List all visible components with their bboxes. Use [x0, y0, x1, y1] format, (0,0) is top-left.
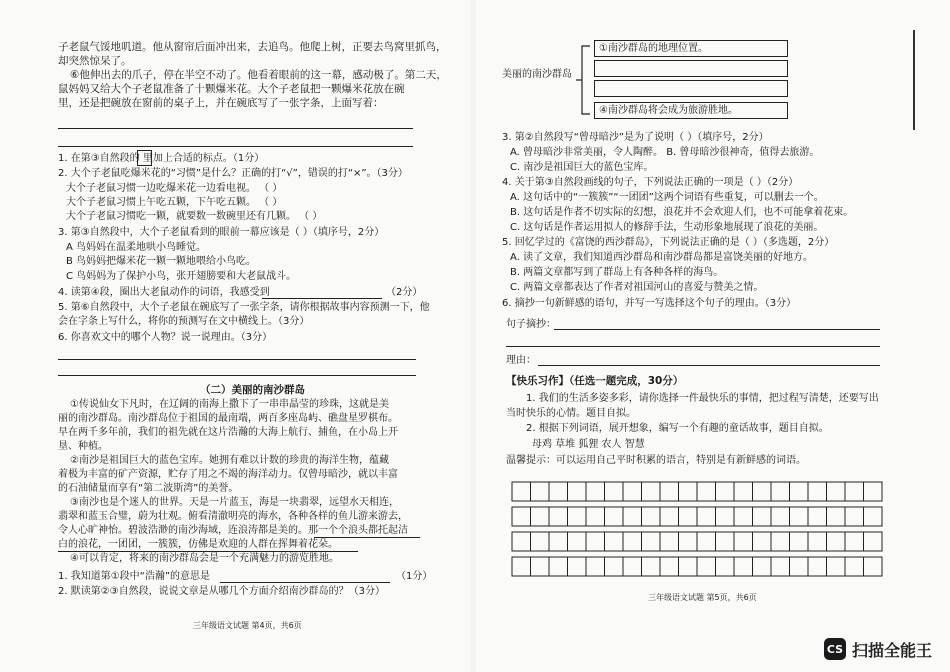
diagram-box-3[interactable] [594, 80, 788, 97]
grid-cell [679, 557, 698, 576]
passage-line: 里，还是把碗放在窗前的桌子上，并在碗底写了一张字条，上面写着： [58, 97, 384, 109]
option-c: C. 这句话是作者运用拟人的修辞手法，生动形象地展现了浪花的美丽。 [510, 222, 824, 233]
grid-cell [568, 557, 587, 576]
grid-cell [586, 507, 605, 526]
answer-line[interactable] [58, 128, 413, 129]
option-a: A 鸟妈妈在温柔地哄小鸟睡觉。 [66, 242, 207, 253]
excerpt-label: 句子摘抄： [506, 319, 556, 330]
grid-cell [605, 557, 624, 576]
option-line: 大个子老鼠习惯上午吃五颗，下午吃五颗。 （ ） [66, 197, 283, 208]
question-2: 2. 大个子老鼠吃爆米花的“习惯”是什么？正确的打“√”，错误的打“×”。（3分） [58, 168, 408, 179]
passage-line: 早在两千多年前，我们的祖先就在这片浩瀚的大海上航行、捕鱼，在小岛上开 [58, 427, 398, 438]
grid-cell [531, 482, 550, 501]
page-edge [913, 30, 915, 130]
passage-line: 翡翠和蓝玉合璧，蔚为壮观。俯看清澈明亮的海水，各种各样的鱼儿游来游去， [58, 511, 408, 522]
grid-cell [605, 507, 624, 526]
option-c: C 鸟妈妈为了保护小鸟，张开翅膀要和大老鼠战斗。 [66, 271, 297, 282]
grid-cell [845, 507, 864, 526]
cs-logo-icon: CS [824, 638, 846, 660]
reason-input-line[interactable] [538, 365, 880, 366]
grid-cell [679, 482, 698, 501]
question-5: 5. 回忆学过的《富饶的西沙群岛》，下列说法正确的是（ ）（多选题，2分） [502, 237, 835, 248]
grid-cell [586, 557, 605, 576]
grid-cell [549, 557, 568, 576]
passage-line: 令人心旷神怡。碧波浩渺的南沙海域，连浪涛都是美的。那一个个浪头都托起洁 [58, 525, 408, 536]
grid-cell [642, 482, 661, 501]
passage-line: ⑥他伸出去的爪子，停在半空不动了。他看着眼前的这一幕，感动极了。第二天， [70, 69, 447, 81]
grid-cell [605, 532, 624, 551]
option-a: A. 读了文章，我们知道西沙群岛和南沙群岛都是富饶美丽的好地方。 [510, 252, 814, 263]
reason-label: 理由： [506, 355, 536, 366]
passage-line: 着极为丰富的矿产资源，贮存了用之不竭的海洋动力。仅曾母暗沙，就以丰富 [58, 469, 398, 480]
answer-line[interactable] [58, 359, 416, 360]
grid-cell [716, 482, 735, 501]
grid-cell [716, 557, 735, 576]
grid-cell [827, 532, 846, 551]
excerpt-input-line[interactable] [506, 346, 880, 347]
option-c: C. 南沙是祖国巨大的蓝色宝库。 [510, 162, 654, 173]
grid-cell [864, 482, 883, 501]
grid-cell [753, 507, 772, 526]
option-ab: A. 曾母暗沙非常美丽，令人陶醉。 B. 曾母暗沙很神奇，值得去旅游。 [510, 147, 820, 158]
grid-cell [660, 532, 679, 551]
grid-cell [586, 532, 605, 551]
question-4: 4. 关于第③自然段画线的句子，下列说法正确的一项是（ ）（2分） [502, 177, 799, 188]
passage-line: 丽的南沙群岛。南沙群岛位于祖国的最南端，两百多座岛屿、礁盘星罗棋布。 [58, 413, 398, 424]
passage-line: 却突然惊呆了。 [58, 55, 132, 67]
grid-cell [716, 532, 735, 551]
right-page [476, 0, 950, 672]
grid-cell [512, 482, 531, 501]
grid-cell [660, 482, 679, 501]
word-list: 母鸡 草堆 狐狸 农人 智慧 [532, 439, 645, 450]
page-footer: 三年级语文试题 第5页，共6页 [648, 593, 757, 602]
writing-prompt: 当时快乐的心情。题目自拟。 [506, 408, 636, 419]
grid-cell [512, 532, 531, 551]
grid-cell [623, 532, 642, 551]
left-page [0, 0, 470, 672]
writing-title: 【快乐习作】 [506, 375, 569, 387]
grid-cell [512, 557, 531, 576]
grid-cell [827, 507, 846, 526]
answer-line[interactable] [262, 298, 382, 299]
grid-cell [771, 482, 790, 501]
grid-cell [697, 532, 716, 551]
grid-cell [790, 532, 809, 551]
answer-line[interactable] [58, 146, 413, 147]
grid-cell [753, 482, 772, 501]
question-4: 4. 读第④段，圈出大老鼠动作的词语，我感受到 [58, 287, 270, 298]
grid-cell [568, 532, 587, 551]
grid-cell [771, 557, 790, 576]
question-q2: 2. 默读第②③自然段，说说文章是从哪几个方面介绍南沙群岛的？（3分） [58, 586, 386, 597]
passage-line: 的石油储量而享有“第二波斯湾”的美誉。 [58, 483, 239, 494]
grid-cell [808, 532, 827, 551]
option-c: C. 两篇文章都表达了作者对祖国河山的喜爱与赞美之情。 [510, 282, 764, 293]
grid-cell [716, 507, 735, 526]
grid-cell [586, 482, 605, 501]
question-3: 3. 第③自然段中，大个子老鼠看到的眼前一幕应该是（ ）（填序号，2分） [58, 227, 385, 238]
question-3: 3. 第②自然段写“曾母暗沙”是为了说明（ ）（填序号，2分） [502, 132, 769, 143]
grid-cell [642, 507, 661, 526]
grid-cell [642, 557, 661, 576]
option-b: B 鸟妈妈把爆米花一颗一颗地喂给小鸟吃。 [66, 256, 257, 267]
grid-cell [697, 557, 716, 576]
grid-cell [660, 507, 679, 526]
grid-cell [531, 532, 550, 551]
question-6: 6. 你喜欢文中的哪个人物？说一说理由。（3分） [58, 332, 273, 343]
option-line: 大个子老鼠习惯一边吃爆米花一边看电视。 （ ） [66, 183, 283, 194]
grid-cell [771, 532, 790, 551]
grid-cell [605, 482, 624, 501]
passage-line: ④可以肯定，将来的南沙群岛会是一个充满魅力的游览胜地。 [70, 553, 339, 564]
diagram-label: 美丽的南沙群岛 [502, 69, 572, 80]
passage-line: 子老鼠气馁地叽道。他从窗帘后面冲出来，去追鸟。他爬上树，正要去鸟窝里抓鸟， [58, 41, 447, 53]
option-line: 大个子老鼠习惯吃一颗，就要数一数碗里还有几颗。 （ ） [66, 211, 323, 222]
passage-line: ③南沙也是个迷人的世界。天是一片蓝玉，海是一块翡翠，远望水天相连， [70, 497, 399, 508]
grid-cell [549, 507, 568, 526]
grid-cell [808, 507, 827, 526]
grid-cell [827, 482, 846, 501]
bracket-shape [574, 44, 594, 116]
option-a: A. 这句话中的“一簇簇”“一团团”这两个词语有些重复，可以删去一个。 [510, 192, 824, 203]
diagram-box-2[interactable] [594, 60, 788, 77]
grid-cell [642, 532, 661, 551]
grid-cell [531, 507, 550, 526]
writing-tip: 温馨提示：可以运用自己平时积累的语言，特别是有新鲜感的词语。 [506, 455, 806, 466]
grid-cell [790, 482, 809, 501]
writing-prompt: 2. 根据下列词语，展开想象，编写一个有趣的童话故事，题目自拟。 [526, 423, 829, 434]
passage-line: ②南沙是祖国巨大的蓝色宝库。她拥有难以计数的珍贵的海洋生物，蕴藏 [70, 455, 389, 466]
logo-text: 扫描全能王 [852, 640, 933, 660]
grid-cell [679, 507, 698, 526]
points: （2分） [386, 287, 423, 298]
grid-cell [623, 482, 642, 501]
section-title: （二）美丽的南沙群岛 [200, 384, 305, 396]
grid-cell [864, 532, 883, 551]
diagram-box-1[interactable]: ①南沙群岛的地理位置。 [594, 40, 788, 57]
grid-cell [827, 557, 846, 576]
grid-cell [512, 507, 531, 526]
writing-title-note: （任选一题完成，30分） [569, 375, 684, 387]
grid-cell [660, 557, 679, 576]
passage-line: 鼠妈妈又给大个子老鼠准备了十颗爆米花。大个子老鼠把一颗爆米花放在碗 [58, 83, 405, 95]
grid-cell [531, 557, 550, 576]
grid-cell [568, 482, 587, 501]
grid-cell [753, 532, 772, 551]
grid-cell [808, 557, 827, 576]
scanner-logo [824, 635, 944, 663]
grid-cell [623, 557, 642, 576]
writing-prompt: 1. 我们的生活多姿多彩，请你选择一件最快乐的事情，把过程写清楚，还要写出 [526, 393, 879, 404]
writing-header [506, 374, 683, 388]
points: （1分） [396, 571, 433, 582]
grid-cell [864, 507, 883, 526]
punctuation-box[interactable] [137, 150, 152, 166]
option-b: B. 这句话是作者不切实际的幻想，浪花并不会欢迎人们，也不可能拿着花束。 [510, 207, 854, 218]
grid-cell [623, 507, 642, 526]
grid-cell [864, 557, 883, 576]
grid-cell [734, 557, 753, 576]
writing-grid[interactable] [510, 480, 892, 580]
passage-line: 白的浪花，一团团，一簇簇，仿佛是欢迎的人群在挥舞着花朵。 [58, 539, 338, 550]
question-5-cont: 会在字条上写什么，将你的预测写在文中横线上。（3分） [58, 316, 310, 327]
option-b: B. 两篇文章都写到了群岛上有各种各样的海鸟。 [510, 267, 724, 278]
grid-cell [679, 532, 698, 551]
grid-cell [568, 507, 587, 526]
question-5: 5. 第⑥自然段中，大个子老鼠在碗底写了一张字条，请你根据故事内容预测一下，他 [58, 302, 430, 313]
diagram-box-4[interactable]: ④南沙群岛将会成为旅游胜地。 [594, 102, 788, 119]
grid-cell [734, 482, 753, 501]
answer-line[interactable] [58, 375, 416, 376]
grid-cell [845, 482, 864, 501]
question-1: 1. 在第③自然段的 里加上合适的标点。（1分） [58, 153, 265, 164]
grid-cell [808, 482, 827, 501]
grid-cell [697, 482, 716, 501]
grid-cell [734, 507, 753, 526]
page-footer: 三年级语文试题 第4页，共6页 [193, 621, 302, 630]
grid-cell [549, 532, 568, 551]
grid-cell [549, 482, 568, 501]
passage-line: ①传说仙女下凡时，在辽阔的南海上撒下了一串串晶莹的珍珠，这就是美 [70, 399, 389, 410]
grid-cell [753, 557, 772, 576]
question-q1: 1. 我知道第①段中“浩瀚”的意思是 [58, 571, 211, 582]
answer-line[interactable] [220, 582, 390, 583]
excerpt-input-line[interactable] [554, 329, 880, 330]
grid-cell [790, 507, 809, 526]
grid-cell [771, 507, 790, 526]
grid-cell [790, 557, 809, 576]
grid-cell [845, 532, 864, 551]
grid-cell [734, 532, 753, 551]
grid-cell [697, 507, 716, 526]
question-6: 6. 摘抄一句新鲜感的语句，并写一写选择这个句子的理由。（3分） [502, 298, 797, 309]
passage-line: 垦、种植。 [58, 441, 108, 452]
grid-cell [845, 557, 864, 576]
